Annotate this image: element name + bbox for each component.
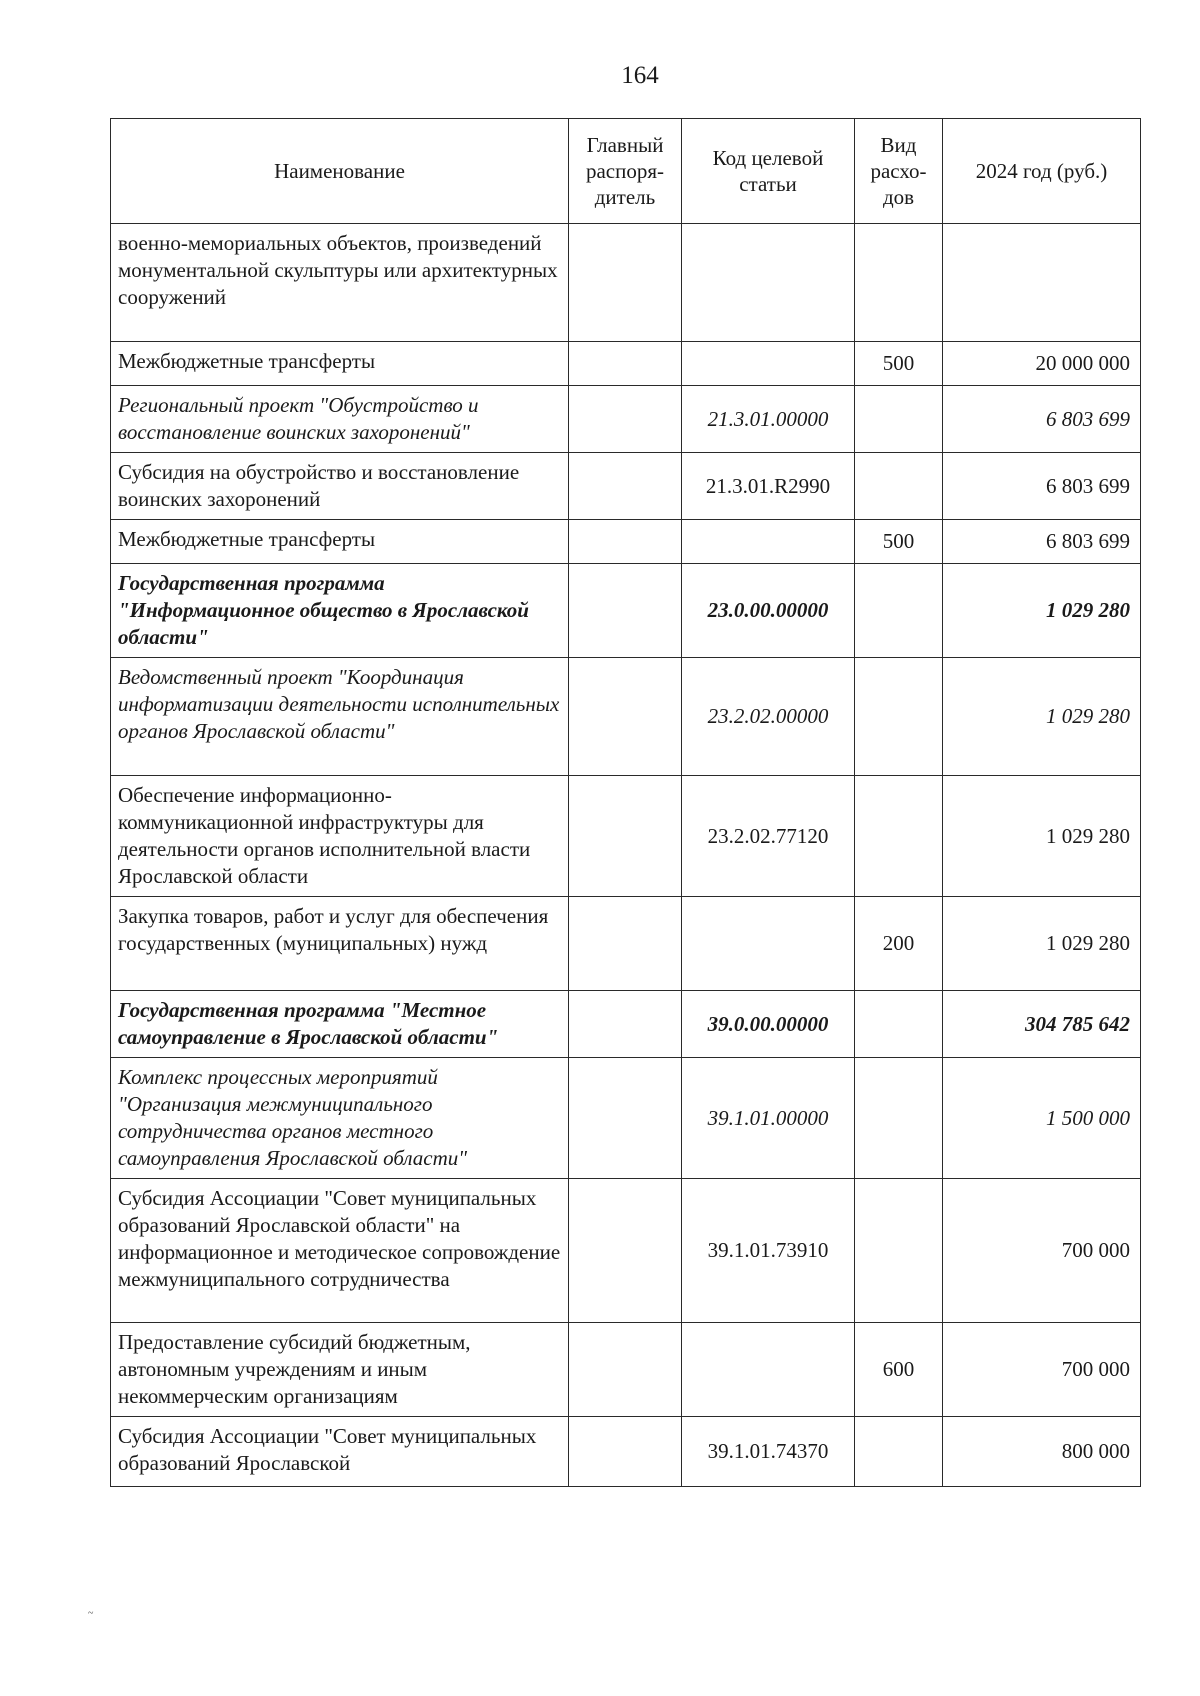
cell-amount: 1 029 280 — [943, 897, 1141, 991]
cell-manager — [569, 1179, 682, 1323]
cell-type — [855, 1058, 943, 1179]
cell-type — [855, 776, 943, 897]
cell-name: Комплекс процессных мероприятий "Организация межмуниципального сотрудничества органов местного самоуправления Ярославской области" — [111, 1058, 569, 1179]
header-type: Вид расхо-дов — [855, 119, 943, 224]
cell-type — [855, 453, 943, 520]
cell-name: Государственная программа "Местное самоуправление в Ярославской области" — [111, 991, 569, 1058]
cell-amount: 700 000 — [943, 1179, 1141, 1323]
cell-type — [855, 1179, 943, 1323]
cell-amount: 6 803 699 — [943, 520, 1141, 564]
header-amount: 2024 год (руб.) — [943, 119, 1141, 224]
cell-code: 23.2.02.77120 — [682, 776, 855, 897]
table-row — [111, 520, 1141, 564]
page-number: 164 — [621, 62, 659, 89]
cell-amount: 1 029 280 — [943, 564, 1141, 658]
cell-amount: 304 785 642 — [943, 991, 1141, 1058]
cell-type: 600 — [855, 1323, 943, 1417]
table-body — [111, 224, 1141, 1487]
cell-manager — [569, 453, 682, 520]
cell-amount — [943, 224, 1141, 342]
cell-manager — [569, 1417, 682, 1487]
cell-type — [855, 386, 943, 453]
cell-code: 39.0.00.00000 — [682, 991, 855, 1058]
cell-name: Государственная программа "Информационное общество в Ярославской области" — [111, 564, 569, 658]
table-row — [111, 342, 1141, 386]
cell-manager — [569, 776, 682, 897]
cell-type — [855, 564, 943, 658]
cell-code — [682, 897, 855, 991]
cell-code: 21.3.01.00000 — [682, 386, 855, 453]
cell-code: 21.3.01.R2990 — [682, 453, 855, 520]
table-row — [111, 224, 1141, 342]
cell-name: Обеспечение информационно-коммуникационной инфраструктуры для деятельности органов исполнительной власти Ярославской области — [111, 776, 569, 897]
table-row — [111, 658, 1141, 776]
cell-manager — [569, 991, 682, 1058]
table-row — [111, 453, 1141, 520]
cell-code: 39.1.01.74370 — [682, 1417, 855, 1487]
cell-amount: 1 029 280 — [943, 776, 1141, 897]
cell-type — [855, 991, 943, 1058]
table-row — [111, 897, 1141, 991]
cell-code: 39.1.01.73910 — [682, 1179, 855, 1323]
cell-name: Закупка товаров, работ и услуг для обеспечения государственных (муниципальных) нужд — [111, 897, 569, 991]
cell-amount: 800 000 — [943, 1417, 1141, 1487]
cell-name: военно-мемориальных объектов, произведений монументальной скульптуры или архитектурных сооружений — [111, 224, 569, 342]
cell-name: Субсидия Ассоциации "Совет муниципальных образований Ярославской — [111, 1417, 569, 1487]
cell-amount: 1 029 280 — [943, 658, 1141, 776]
cell-code — [682, 1323, 855, 1417]
table-row — [111, 776, 1141, 897]
cell-type: 500 — [855, 520, 943, 564]
cell-code: 23.2.02.00000 — [682, 658, 855, 776]
cell-manager — [569, 1323, 682, 1417]
cell-name: Предоставление субсидий бюджетным, автономным учреждениям и иным некоммерческим организациям — [111, 1323, 569, 1417]
header-code: Код целевой статьи — [682, 119, 855, 224]
cell-code — [682, 520, 855, 564]
cell-type — [855, 224, 943, 342]
cell-amount: 1 500 000 — [943, 1058, 1141, 1179]
cell-code: 23.0.00.00000 — [682, 564, 855, 658]
cell-amount: 700 000 — [943, 1323, 1141, 1417]
cell-manager — [569, 224, 682, 342]
cell-name: Ведомственный проект "Координация информатизации деятельности исполнительных органов Ярославской области" — [111, 658, 569, 776]
cell-code: 39.1.01.00000 — [682, 1058, 855, 1179]
cell-name: Региональный проект "Обустройство и восстановление воинских захоронений" — [111, 386, 569, 453]
cell-manager — [569, 520, 682, 564]
cell-code — [682, 342, 855, 386]
cell-manager — [569, 564, 682, 658]
table-row — [111, 1058, 1141, 1179]
table-row — [111, 1417, 1141, 1487]
cell-amount: 6 803 699 — [943, 453, 1141, 520]
cell-amount: 6 803 699 — [943, 386, 1141, 453]
table-row — [111, 1323, 1141, 1417]
cell-manager — [569, 342, 682, 386]
table-row — [111, 991, 1141, 1058]
table-row — [111, 386, 1141, 453]
cell-type: 500 — [855, 342, 943, 386]
budget-table — [110, 118, 1141, 1487]
scan-mark: ~ — [88, 1608, 94, 1619]
header-manager: Главный распоря-дитель — [569, 119, 682, 224]
cell-amount: 20 000 000 — [943, 342, 1141, 386]
cell-manager — [569, 897, 682, 991]
cell-manager — [569, 386, 682, 453]
cell-manager — [569, 1058, 682, 1179]
cell-name: Субсидия на обустройство и восстановление воинских захоронений — [111, 453, 569, 520]
cell-code — [682, 224, 855, 342]
table-row — [111, 564, 1141, 658]
cell-name: Субсидия Ассоциации "Совет муниципальных образований Ярославской области" на информационное и методическое сопровождение межмуниципального сотрудничества — [111, 1179, 569, 1323]
header-name: Наименование — [111, 119, 569, 224]
cell-type — [855, 1417, 943, 1487]
cell-name: Межбюджетные трансферты — [111, 520, 569, 564]
table-header-row — [111, 119, 1141, 224]
table-row — [111, 1179, 1141, 1323]
cell-type — [855, 658, 943, 776]
cell-name: Межбюджетные трансферты — [111, 342, 569, 386]
cell-type: 200 — [855, 897, 943, 991]
cell-manager — [569, 658, 682, 776]
